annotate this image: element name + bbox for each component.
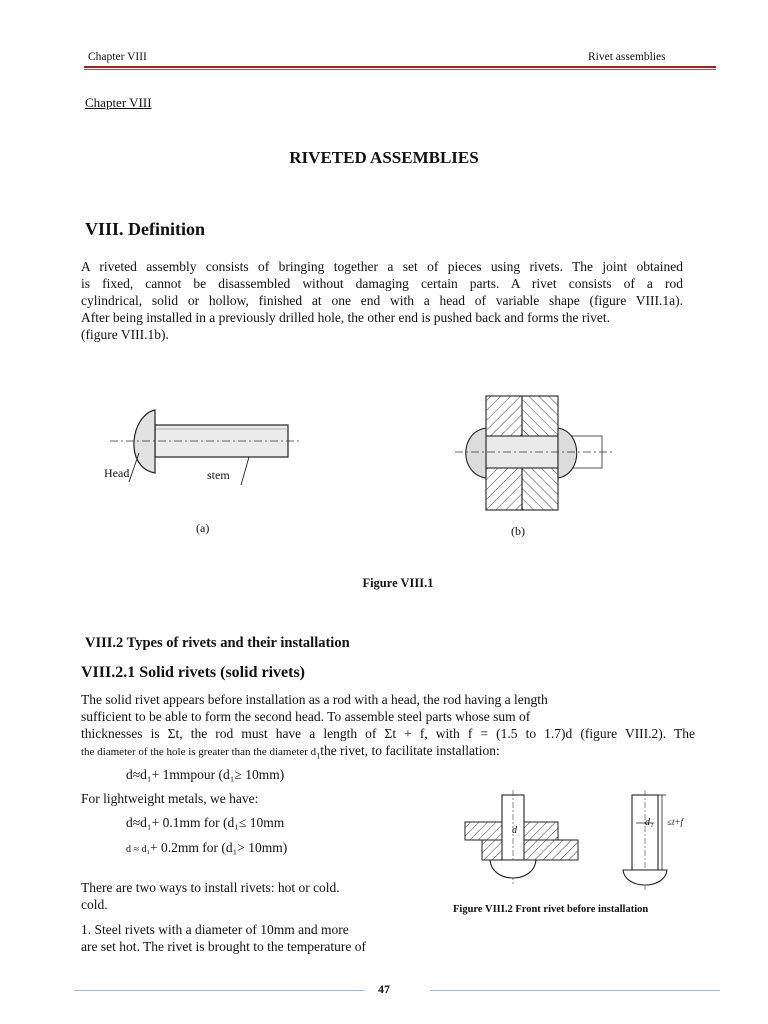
paragraph-line: The solid rivet appears before installation as a rod with a head, the rod having a length [81,692,548,707]
label-stem: stem [207,468,230,482]
steel-rivets-text-cont: are set hot. The rivet is brought to the temperature of [81,939,367,954]
rivet-head-shape [134,410,155,473]
header-rule-thin [84,69,716,70]
paragraph-line: cylindrical, solid or hollow, finished at one end with a head of variable shape (figure VIII.1a). [81,293,683,308]
paragraph-line: is fixed, cannot be disassembled without damaging certain parts. A rivet consists of a rod [81,276,683,291]
rivet-diagram-front [460,790,710,895]
label-length: ≤t+f [667,817,684,827]
label-b: (b) [511,524,525,538]
chapter-label: Chapter VIII [85,95,152,110]
paragraph-line: (figure VIII.1b). [81,327,169,342]
install-ways-text: There are two ways to install rivets: hot or cold. [81,880,340,895]
section-heading-types: VIII.2 Types of rivets and their installation [85,635,350,651]
paragraph-line: sufficient to be able to form the second head. To assemble steel parts whose sum of [81,709,531,724]
solid-rivet-paragraph [81,691,695,765]
running-header-right: Rivet assemblies [588,51,666,63]
label-head: Head [104,466,130,480]
header-rule [84,66,716,68]
label-d: d [512,825,517,836]
install-ways-text-cont: cold. [81,897,108,912]
figure-caption-1: Figure VIII.1 [362,576,434,590]
definition-paragraph [81,258,683,343]
figure-caption-2: Figure VIII.2 Front rivet before installation [453,904,649,915]
page-title: RIVETED ASSEMBLIES [289,148,479,167]
subsection-heading-solid-rivets: VIII.2.1 Solid rivets (solid rivets) [81,664,305,681]
label-a: (a) [196,521,210,535]
paragraph-line-small: the diameter of the hole is greater than the diameter $d_1the$ rivet, to facilitate installation: [81,743,500,761]
running-header-left: Chapter VIII [88,51,147,63]
paragraph-line: thicknesses is Σt, the rod must have a length of Σt + f, with f = (1.5 to 1.7)d (figure VIII.2). The [81,726,695,741]
label-d1: d₁ [645,817,654,828]
formula-3: d ≈ d₁+ 0.2mm for (d₁> 10mm) [126,840,288,855]
steel-rivets-text: 1. Steel rivets with a diameter of 10mm and more [81,922,349,937]
paragraph-line: After being installed in a previously drilled hole, the other end is pushed back and forms the rivet. [81,310,610,325]
light-metals-text: For lightweight metals, we have: [81,791,259,806]
formula-1: d≈d₁+ 1mmpour (d₁≥ 10mm) [126,767,285,782]
page-number: 47 [378,982,390,996]
section-heading-definition: VIII. Definition [85,219,206,239]
formula-2: d≈d₁+ 0.1mm for (d₁≤ 10mm [126,815,285,830]
rivet-diagram-b [455,392,615,514]
paragraph-line: A riveted assembly consists of bringing together a set of pieces using rivets. The joint obtained [81,259,683,274]
